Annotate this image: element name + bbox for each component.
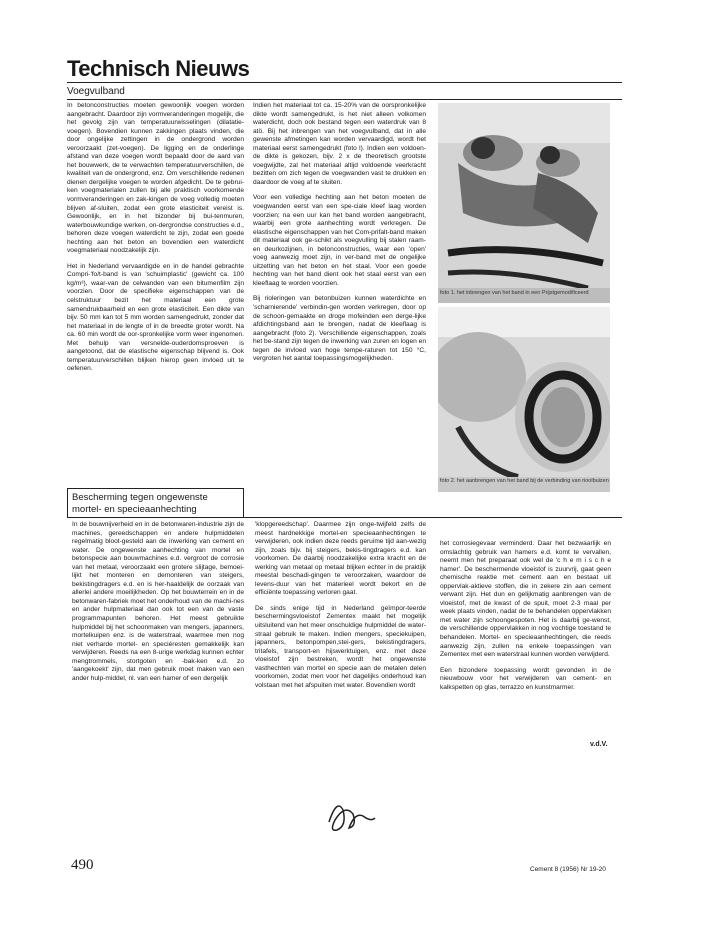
voegvulband-column-2: [253, 102, 426, 371]
paragraph: het corrosiegevaar verminderd. Daar het bezwaarlijk en omslachtig gebruik van hamers e.d. komt te vervallen, neemt men het preparaat ook wel de 'c h e m i s c h e hamer'. De beschermende vloeistof is zuurvrij, gaat geen chemische reaktie met cement aan en bestaat uit oppervlak-aktieve stoffen, die in zekere zin aan cement verwant zijn. Het dun en gelijkmatig aanbrengen van de vloeistof, met de kwast of de spuit, moet 2-3 maal per week plaats vinden, nadat de te behandelen oppervlakken met water zijn schoongespoten. Het is daarbij ge-wenst, de verschillende oppervlakken in nog vochtige toestand te behandelen. Mortel- en specieaanhechtingen, die reeds aanwezig zijn, zullen na enkele toepassingen van Zementex met een waterstraal kunnen worden verwijderd.: [440, 540, 611, 659]
photo-2-caption: foto 2. het aanbrengen van het band bij de verbinding van rioolbuizen: [440, 478, 609, 484]
subhead-rule: [67, 99, 622, 100]
paragraph: 'klopgereedschap'. Daarmee zijn onge-twijfeld zelfs de meest hardnekkige mortel-en specieaanhechtingen te verwijderen, ook indien deze reeds geruime tijd aan-wezig zijn, zoals bijv. bij steigers, bekis-tingdragers e.d. kan voorkomen. De daarbij noodzakelijke extra kracht en de werking van metaal op metaal blijken echter in de praktijk meestal beschadi-gingen te veroorzaken, waardoor de levens-duur van het materieel wordt bekort en de efficiënte toepassing verloren gaat.: [255, 521, 426, 597]
journal-citation: Cement 8 (1956) Nr 19-20: [530, 866, 606, 873]
workers-photo-image: [438, 103, 610, 303]
pipes-photo-image: [438, 307, 610, 492]
signature-icon: [325, 792, 380, 837]
bescherming-column-3: [440, 540, 611, 699]
paragraph: Een bizondere toepassing wordt gevonden in de nieuwbouw voor het verwijderen van cement- en kalkspetten op glas, terrazzo en kunstmarmer.: [440, 666, 611, 691]
photo-inserting-band: [438, 103, 610, 303]
section-title-bescherming: Bescherming tegen ongewenste mortel- en specieaanhechting: [72, 492, 208, 515]
title-rule: [67, 82, 622, 83]
paragraph: In betonconstructies moeten gewoonlijk voegen worden aangebracht. Daardoor zijn vormveranderingen mogelijk, die het gevolg zijn van temperatuurwisselingen (dilatatie-voegen). Bovendien kunnen zakkingen plaats vinden, die door ongelijke zettingen in de ondergrond worden veroorzaakt (zet-voegen). De ligging en de onderlinge afstand van deze voegen wordt bepaald door de aard van het bouwwerk, de te verwachten temperatuurverschillen, de kwaliteit van de ondergrond, enz. Om verschillende redenen dienen dergelijke voegen te worden afgedicht. De te gebrui-ken voegmaterialen zullen bij alle praktisch voorkomende vormveranderingen en zak-kingen de voeg volledig moeten blijven af-sluiten, zodat een grote elasticiteit vereist is. Gewoonlijk, en in het bizonder bij bui-tenmuren, waterbouwkundige werken, on-dergrondse constructies e.d., behoren deze voegen waterdicht te zijn, zodat een goede hechting aan het beton en bovendien een waterdicht voegmateriaal noodzakelijk zijn.: [67, 102, 244, 255]
page-title: Technisch Nieuws: [67, 56, 250, 81]
section-title-voegvulband: Voegvulband: [67, 86, 125, 97]
author-initials: v.d.V.: [590, 741, 608, 748]
paragraph: Het in Nederland vervaardigde en in de handel gebrachte Compri-'fo/t-band is van 'schuimplastic' (gewicht ca. 100 kg/m³), waar-van de celwanden van een bitumenfilm zijn voorzien. Door de specifieke eigenschappen van de celstruktuur bezit het materiaal een grote samendrukbaarheid en een grote elasticiteit. Een dikte van bijv. 50 mm kan tot 5 mm worden samengedrukt, zonder dat het materiaal in de lengte of in de breedte groter wordt. Na ca. 60 min wordt de oor-spronkelijke vorm weer ingenomen. Met behulp van versnelde-ouderdomsproeven is aangetoond, dat de elastische eigenschap blijvend is. Ook temperatuurverschillen blijken hierop geen invloed uit te oefenen.: [67, 262, 244, 373]
paragraph: Voor een volledige hechting aan het beton moeten de voegwanden eerst van een spe-ciale kleef laag worden voorzien; na een uur kan het band worden aangebracht, waarbij een grote aanhechting wordt verkregen. De elastische eigenschappen van het Com-prifalt-band maken dit materiaal ook ge-schikt als voegvulling bij stalen raam- en deurkozijnen, in betonconstructies, waar een 'open' voeg aanwezig moet zijn, in ver-band met de ongelijke uitzetting van het beton en het staal. Voor een goede hechting van het band dient ook het staal eerst van een kleeflaag te worden voorzien.: [253, 194, 426, 287]
paragraph: De sinds enige tijd in Nederland geïmpor-teerde beschermingsvloeistof Zementex maakt het mogelijk uitsluitend van het meer onschuldige hulpmiddel de water-straal gebruik te maken. Indien mengers, speciekuipen, japanners, betonpompen,stei-gers, bekistingdragers, tritafels, transport-en hijswerktuigen, enz. met deze vloeistof zijn bestreken, wordt het ongewenste vasthechten van mortel en specie aan de metalen delen voorkomen, zodat men voor het dagelijks onderhoud kan volstaan met het afspuiten met water. Bovendien wordt: [255, 604, 426, 689]
voegvulband-column-1: [67, 102, 244, 381]
bescherming-column-2: [255, 521, 426, 697]
section-2-rule: [67, 517, 622, 518]
paragraph: In de bouwnijverheid en in de betonwaren-industrie zijn de machines, gereedschappen en andere hulpmiddelen regelmatig bloot-gesteld aan de inwerking van cement en water. De ongewenste aanhechting van mortel en betonspecie aan bouwmachines e.d. vergroot de corrosie van het metaal, veroorzaakt een grotere slijtage, bemoei-lijkt het monteren en demonteren van steigers, bekistingdragers e.d. en is her-haaldelijk de oorzaak van allerlei andere moeilijkheden. Op het bouwterrein en in de betonwaren-fabriek moet het onderhoud van de machi-nes en ander hulpmateriaal dan ook tot een van de vaste programmapunten behoren. Het meest gebruikte hulpmiddel bij het schoonmaken van mengers, japanners, mortelkuipen enz. is de waterstraal, waarmee men nog niet verharde mortel- en speciéresten gemakkelijk kan verwijderen. Reeds na een 8-urige werkdag kunnen echter mengtrommels, stortgoten en -bak-ken e.d. zo 'aangekoekt' zijn, dat men gebruik moet maken van een ander hulp-middel, nl. van een hamer of een dergelijk: [72, 521, 244, 682]
photo-pipe-joint: [438, 307, 610, 492]
paragraph: Bij rioleringen van betonbuizen kunnen waterdichte en 'scharnierende' verbindin-gen worden verkregen, door op de schoon-gemaakte en droge mofeinden een derge-lijke afdichtingsband aan te brengen, nadat de kleeflaag is aangebracht (foto 2). Verschillende eigenschappen, zoals het be-stand zijn tegen de inwerking van zuren en logen en tegen de invloed van hoge tempe-raturen tot 150 °C, vergroten het aantal toepassingsmogelijkheden.: [253, 295, 426, 363]
paragraph: Indien het materiaal tot ca. 15-20% van de oorspronkelijke dikte wordt samengedrukt, is het niet alleen volkomen waterdicht, doch ook bestand tegen een waterdruk van 8 atö. Bij het inbrengen van het voegvulband, dat in alle gewenste afmetingen kan worden vervaardigd, wordt het materiaal eerst samengedrukt (foto l). Indien een voldoen-de dikte is gekozen, bijv. 2 x de theoretisch grootste voegwijdte, zal het materiaal altijd voldoende veerkracht bezitten om zich tegen de voegwanden vast te drukken en daardoor de voeg af te sluiten.: [253, 102, 426, 186]
bescherming-column-1: [72, 521, 244, 690]
photo-1-caption: foto 1. het inbrengen van het band in een Prijstgemodificeerd: [440, 290, 589, 296]
page-number: 490: [71, 857, 94, 873]
